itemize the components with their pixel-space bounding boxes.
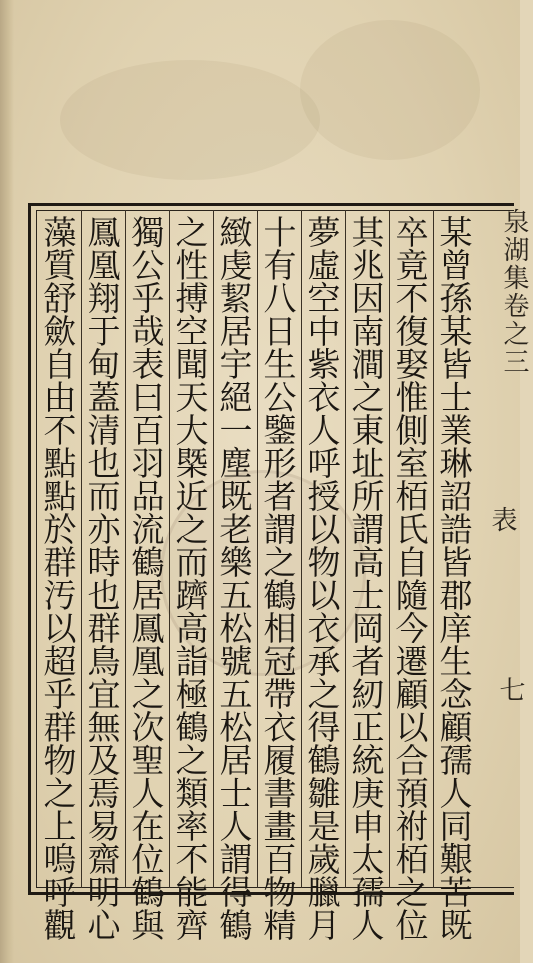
margin-folio: 七 — [495, 676, 525, 704]
text-column: 緻 虔 絜 居 宇 絕 一 塵 既 老 樂 五 松 號 五 松 居 士 人 謂 得 鶴 — [219, 213, 253, 945]
column-rule — [389, 210, 390, 888]
margin-title: 泉湖集卷之三 — [499, 208, 529, 376]
text-column: 某 曾 孫 某 皆 士 業 琳 詔 誥 皆 郡 庠 生 念 顧 孺 人 同 艱 苦 既 — [439, 213, 473, 945]
column-rule — [257, 210, 258, 888]
text-column: 卒 竟 不 復 娶 惟 側 室 栢 氏 自 隨 今 遷 顧 以 合 預 祔 栢 之 位 — [395, 213, 429, 945]
paper-stain — [60, 60, 320, 180]
paper-stain — [300, 20, 480, 160]
column-rule — [125, 210, 126, 888]
text-column: 鳳 凰 翔 于 甸 蓋 清 也 而 亦 時 也 群 鳥 宜 無 及 焉 易 齋 明 心 — [87, 213, 121, 945]
column-rule — [81, 210, 82, 888]
column-rule — [169, 210, 170, 888]
text-column: 之 性 搏 空 聞 天 大 槩 近 之 而 躋 高 詣 極 鶴 之 類 率 不 能 齊 — [175, 213, 209, 945]
text-column: 夢 虛 空 中 紫 衣 人 呼 授 以 物 以 衣 承 之 得 鶴 雛 是 歲 臘 月 — [307, 213, 341, 945]
binding-edge — [0, 0, 14, 963]
text-column: 獨 公 乎 哉 表 曰 百 羽 品 流 鶴 居 鳳 凰 之 次 聖 人 在 位 鶴 與 — [131, 213, 165, 945]
column-rule — [213, 210, 214, 888]
margin-section: 表 — [487, 506, 517, 534]
text-column: 藻 質 舒 歛 自 由 不 點 點 於 群 汚 以 超 乎 群 物 之 上 嗚 呼 觀 — [43, 213, 77, 945]
column-rule — [301, 210, 302, 888]
text-column: 十 有 八 日 生 公 鑒 形 者 謂 之 鶴 相 冠 帶 衣 履 書 畫 百 物 精 — [263, 213, 297, 945]
column-rule — [433, 210, 434, 888]
column-rule — [345, 210, 346, 888]
text-column: 其 兆 因 南 澗 之 東 址 所 謂 高 士 岡 者 紉 正 統 庚 申 太 孺 人 — [351, 213, 385, 945]
